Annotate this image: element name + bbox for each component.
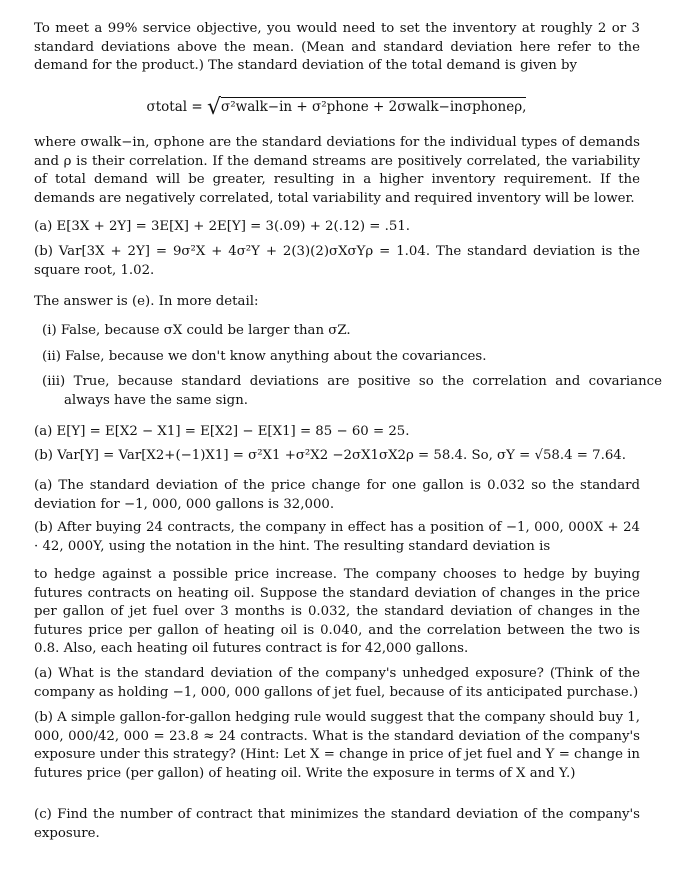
intro-paragraph: To meet a 99% service objective, you would need to set the inventory at roughly 2 or 3 standard deviations above the mean. (Mean and standard deviation here refer to the demand for the product.) The standard deviation of the total demand is given by bbox=[34, 21, 640, 73]
part1-b: (b) Var[3X + 2Y] = 9σ²X + 4σ²Y + 2(3)(2)σXσYρ = 1.04. The standard deviation is the square root, 1.02. bbox=[34, 244, 640, 278]
part3-a: (a) The standard deviation of the price change for one gallon is 0.032 so the standard deviation for −1, 000, 000 gallons is 32,000. bbox=[34, 478, 640, 512]
answer-item-ii: (ii) False, because we don't know anything about the covariances. bbox=[42, 349, 487, 364]
part2-b: (b) Var[Y] = Var[X2+(−1)X1] = σ²X1 +σ²X2 −2σX1σX2ρ = 58.4. So, σY = √58.4 = 7.64. bbox=[34, 448, 626, 463]
answer-item-i: (i) False, because σX could be larger than σZ. bbox=[42, 323, 351, 338]
formula-sqrt bbox=[207, 95, 526, 120]
sqrt-sign: √ bbox=[207, 95, 222, 120]
answer-item-iii: (iii) True, because standard deviations are positive so the correlation and covariance always have the same sign. bbox=[42, 374, 662, 408]
sigma-total-formula bbox=[0, 95, 673, 120]
question-c: (c) Find the number of contract that minimizes the standard deviation of the company's exposure. bbox=[34, 807, 640, 841]
part3-b: (b) After buying 24 contracts, the company in effect has a position of −1, 000, 000X + 24 · 42, 000Y, using the notation in the hint. The resulting standard deviation is bbox=[34, 520, 640, 554]
part1-a: (a) E[3X + 2Y] = 3E[X] + 2E[Y] = 3(.09) + 2(.12) = .51. bbox=[34, 219, 411, 234]
part2-a: (a) E[Y] = E[X2 − X1] = E[X2] − E[X1] = 85 − 60 = 25. bbox=[34, 424, 410, 439]
formula-lhs: σtotal = bbox=[146, 99, 203, 115]
problem-paragraph: to hedge against a possible price increase. The company chooses to hedge by buying futures contracts on heating oil. Suppose the standard deviation of changes in the price per gallon of jet fuel over 3 months is 0.032, the standard deviation of changes in the futures price per gallon of heating oil is 0.040, and the correlation between the two is 0.8. Also, each heating oil futures contract is for 42,000 gallons. bbox=[34, 567, 640, 656]
explanation-paragraph: where σwalk−in, σphone are the standard deviations for the individual types of demands and ρ is their correlation. If the demand streams are positively correlated, the variability of total demand will be greater, resulting in a higher inventory requirement. If the demands are negatively correlated, total variability and required inventory will be lower. bbox=[34, 135, 640, 206]
answer-intro: The answer is (e). In more detail: bbox=[34, 294, 259, 309]
question-a: (a) What is the standard deviation of the company's unhedged exposure? (Think of the company as holding −1, 000, 000 gallons of jet fuel, because of its anticipated purchase.) bbox=[34, 666, 640, 700]
question-b: (b) A simple gallon-for-gallon hedging rule would suggest that the company should buy 1, 000, 000/42, 000 = 23.8 ≈ 24 contracts. What is the standard deviation of the company's exposure under this strategy? (Hint: Let X = change in price of jet fuel and Y = change in futures price (per gallon) of heating oil. Write the exposure in terms of X and Y.) bbox=[34, 710, 640, 781]
formula-radicand: σ²walk−in + σ²phone + 2σwalk−inσphoneρ, bbox=[221, 99, 527, 115]
